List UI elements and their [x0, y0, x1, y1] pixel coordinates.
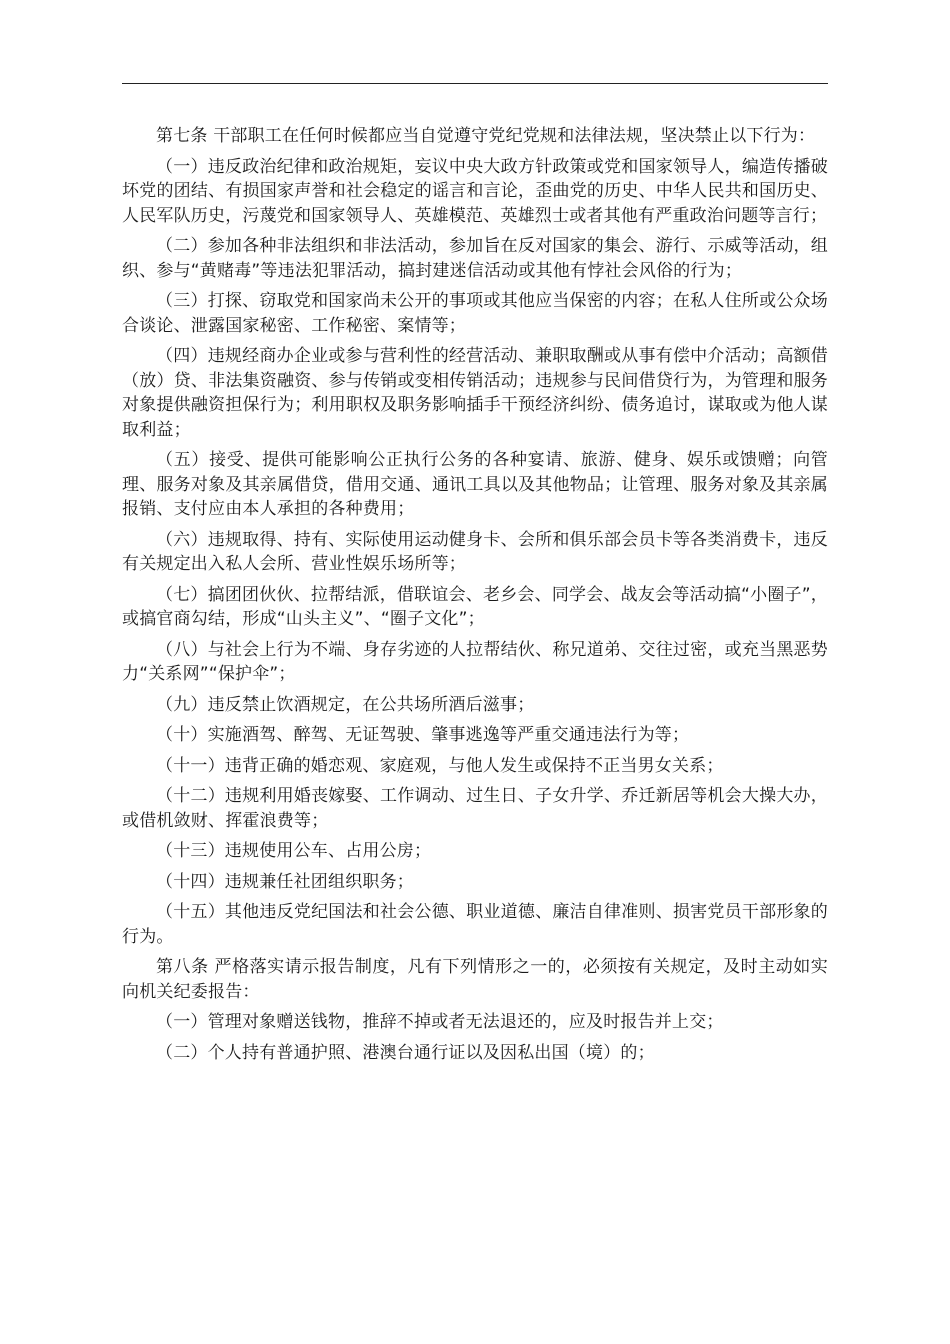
article-7-item-2: （二）参加各种非法组织和非法活动，参加旨在反对国家的集会、游行、示威等活动，组织、参与“黄赌毒”等违法犯罪活动，搞封建迷信活动或其他有悖社会风俗的行为； — [122, 236, 828, 281]
article-7-paragraph: 第七条 干部职工在任何时候都应当自觉遵守党纪党规和法律法规，坚决禁止以下行为： — [156, 126, 816, 146]
article-8-item-2: （二）个人持有普通护照、港澳台通行证以及因私出国（境）的； — [156, 1042, 655, 1063]
article-7-item-9: （九）违反禁止饮酒规定，在公共场所酒后滋事； — [156, 694, 535, 715]
article-7-item-10: （十）实施酒驾、醉驾、无证驾驶、肇事逃逸等严重交通违法行为等； — [156, 725, 690, 745]
article-7-item-6: （六）违规取得、持有、实际使用运动健身卡、会所和俱乐部会员卡等各类消费卡，违反有关规定出入私人会所、营业性娱乐场所等； — [122, 529, 828, 574]
article-7-item-15: （十五）其他违反党纪国法和社会公德、职业道德、廉洁自律准则、损害党员干部形象的行为。 — [122, 902, 828, 947]
article-7-item-11: （十一）违背正确的婚恋观、家庭观，与他人发生或保持不正当男女关系； — [156, 755, 724, 776]
article-7-item-14: （十四）违规兼任社团组织职务； — [156, 871, 414, 892]
article-7-item-5: （五）接受、提供可能影响公正执行公务的各种宴请、旅游、健身、娱乐或馈赠；向管理、服务对象及其亲属借贷，借用交通、通讯工具以及其他物品；让管理、服务对象及其亲属报销、支付应由本人承担的各种费用； — [122, 450, 828, 519]
document-body — [122, 124, 828, 1071]
article-7-item-12: （十二）违规利用婚丧嫁娶、工作调动、过生日、子女升学、乔迁新居等机会大操大办，或借机敛财、挥霍浪费等； — [122, 786, 828, 831]
article-7-item-8: （八）与社会上行为不端、身存劣迹的人拉帮结伙、称兄道弟、交往过密，或充当黑恶势力“关系网”“保护伞”； — [122, 639, 828, 684]
article-7-item-13: （十三）违规使用公车、占用公房； — [156, 841, 432, 861]
article-7-item-7: （七）搞团团伙伙、拉帮结派，借联谊会、老乡会、同学会、战友会等活动搞“小圈子”，或搞官商勾结，形成“山头主义”、“圈子文化”； — [122, 584, 828, 629]
article-8-paragraph: 第八条 严格落实请示报告制度，凡有下列情形之一的，必须按有关规定，及时主动如实向机关纪委报告： — [122, 957, 828, 1002]
header-rule — [122, 83, 828, 84]
article-8-item-1: （一）管理对象赠送钱物，推辞不掉或者无法退还的，应及时报告并上交； — [156, 1012, 724, 1032]
article-7-item-4: （四）违规经商办企业或参与营利性的经营活动、兼职取酬或从事有偿中介活动；高额借（放）贷、非法集资融资、参与传销或变相传销活动；违规参与民间借贷行为，为管理和服务对象提供融资担保行为；利用职权及职务影响插手干预经济纠纷、债务追讨，谋取或为他人谋取利益； — [122, 346, 828, 440]
article-7-item-1: （一）违反政治纪律和政治规矩，妄议中央大政方针政策或党和国家领导人，编造传播破坏党的团结、有损国家声誉和社会稳定的谣言和言论，歪曲党的历史、中华人民共和国历史、人民军队历史，污蔑党和国家领导人、英雄模范、英雄烈士或者其他有严重政治问题等言行； — [122, 156, 828, 226]
article-7-item-3: （三）打探、窃取党和国家尚未公开的事项或其他应当保密的内容；在私人住所或公众场合谈论、泄露国家秘密、工作秘密、案情等； — [122, 291, 828, 336]
